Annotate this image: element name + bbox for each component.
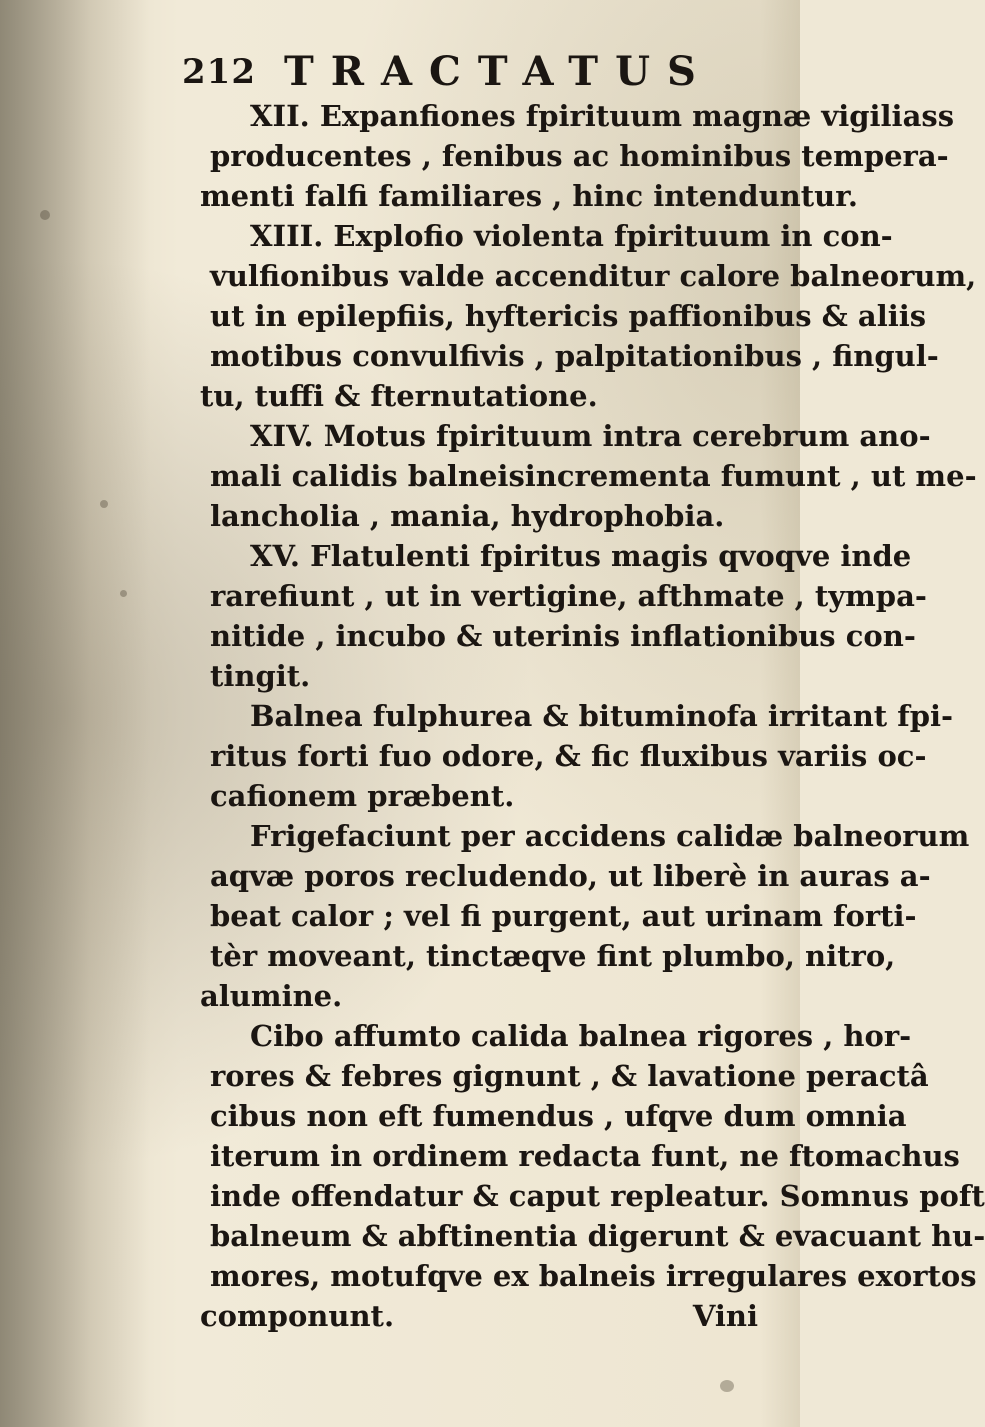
catchword: Vini [692,1299,758,1333]
page-header [182,48,782,102]
text-line: beat calor ; vel fi purgent, aut urinam forti- [210,899,917,933]
text-line: nitide , incubo & uterinis inflationibus con- [210,619,916,653]
binding-gutter-shadow [0,0,150,1427]
text-line: Balnea fulphurea & bituminofa irritant fpi- [250,699,954,733]
text-line: XIII. Explofio violenta fpirituum in con- [250,219,893,253]
text-line: balneum & abftinentia digerunt & evacuant hu- [210,1219,985,1253]
ink-blot-decoration [120,590,127,597]
body-text [200,96,985,1336]
ink-blot-decoration [720,1380,734,1392]
text-line: mali calidis balneisincrementa fumunt , ut me- [210,459,977,493]
ink-blot-decoration [100,500,108,508]
text-line: lancholia , mania, hydrophobia. [210,499,725,533]
text-line: XV. Flatulenti fpiritus magis qvoqve inde [250,539,912,573]
text-line: Cibo affumto calida balnea rigores , hor- [250,1019,912,1053]
text-line: mores, motufqve ex balneis irregulares exortos [210,1259,977,1293]
text-line: iterum in ordinem redacta funt, ne ftomachus [210,1139,960,1173]
text-line: ut in epilepfiis, hyftericis paffionibus & aliis [210,299,927,333]
text-line: producentes , fenibus ac hominibus tempera- [210,139,949,173]
text-line: cibus non eft fumendus , ufqve dum omnia [210,1099,907,1133]
text-line: vulfionibus valde accenditur calore balneorum, [210,259,977,293]
text-line: alumine. [200,979,343,1013]
text-line-last [200,1296,790,1336]
running-title: TRACTATUS [284,48,713,95]
text-line: tingit. [210,659,311,693]
text-line: XIV. Motus fpirituum intra cerebrum ano- [250,419,931,453]
text-line: ritus forti fuo odore, & fic fluxibus variis oc- [210,739,927,773]
text-line: tu, tuffi & fternutatione. [200,379,598,413]
page-number: 212 [182,52,256,92]
text-line: XII. Expanfiones fpirituum magnæ vigiliass [250,99,955,133]
text-line: Frigefaciunt per accidens calidæ balneorum [250,819,970,853]
text-line: inde offendatur & caput repleatur. Somnus poft [210,1179,985,1213]
text-line: rarefiunt , ut in vertigine, afthmate , tympa- [210,579,927,613]
text-line: menti falfi familiares , hinc intenduntur. [200,179,858,213]
text-line: rores & febres gignunt , & lavatione peractâ [210,1059,929,1093]
ink-blot-decoration [40,210,50,220]
text-line: componunt. [200,1299,395,1333]
text-line: motibus convulfivis , palpitationibus , fingul- [210,339,939,373]
text-line: tèr moveant, tinctæqve fint plumbo, nitro, [210,939,896,973]
text-line: aqvæ poros recludendo, ut liberè in auras a- [210,859,931,893]
text-line: cafionem præbent. [210,779,515,813]
